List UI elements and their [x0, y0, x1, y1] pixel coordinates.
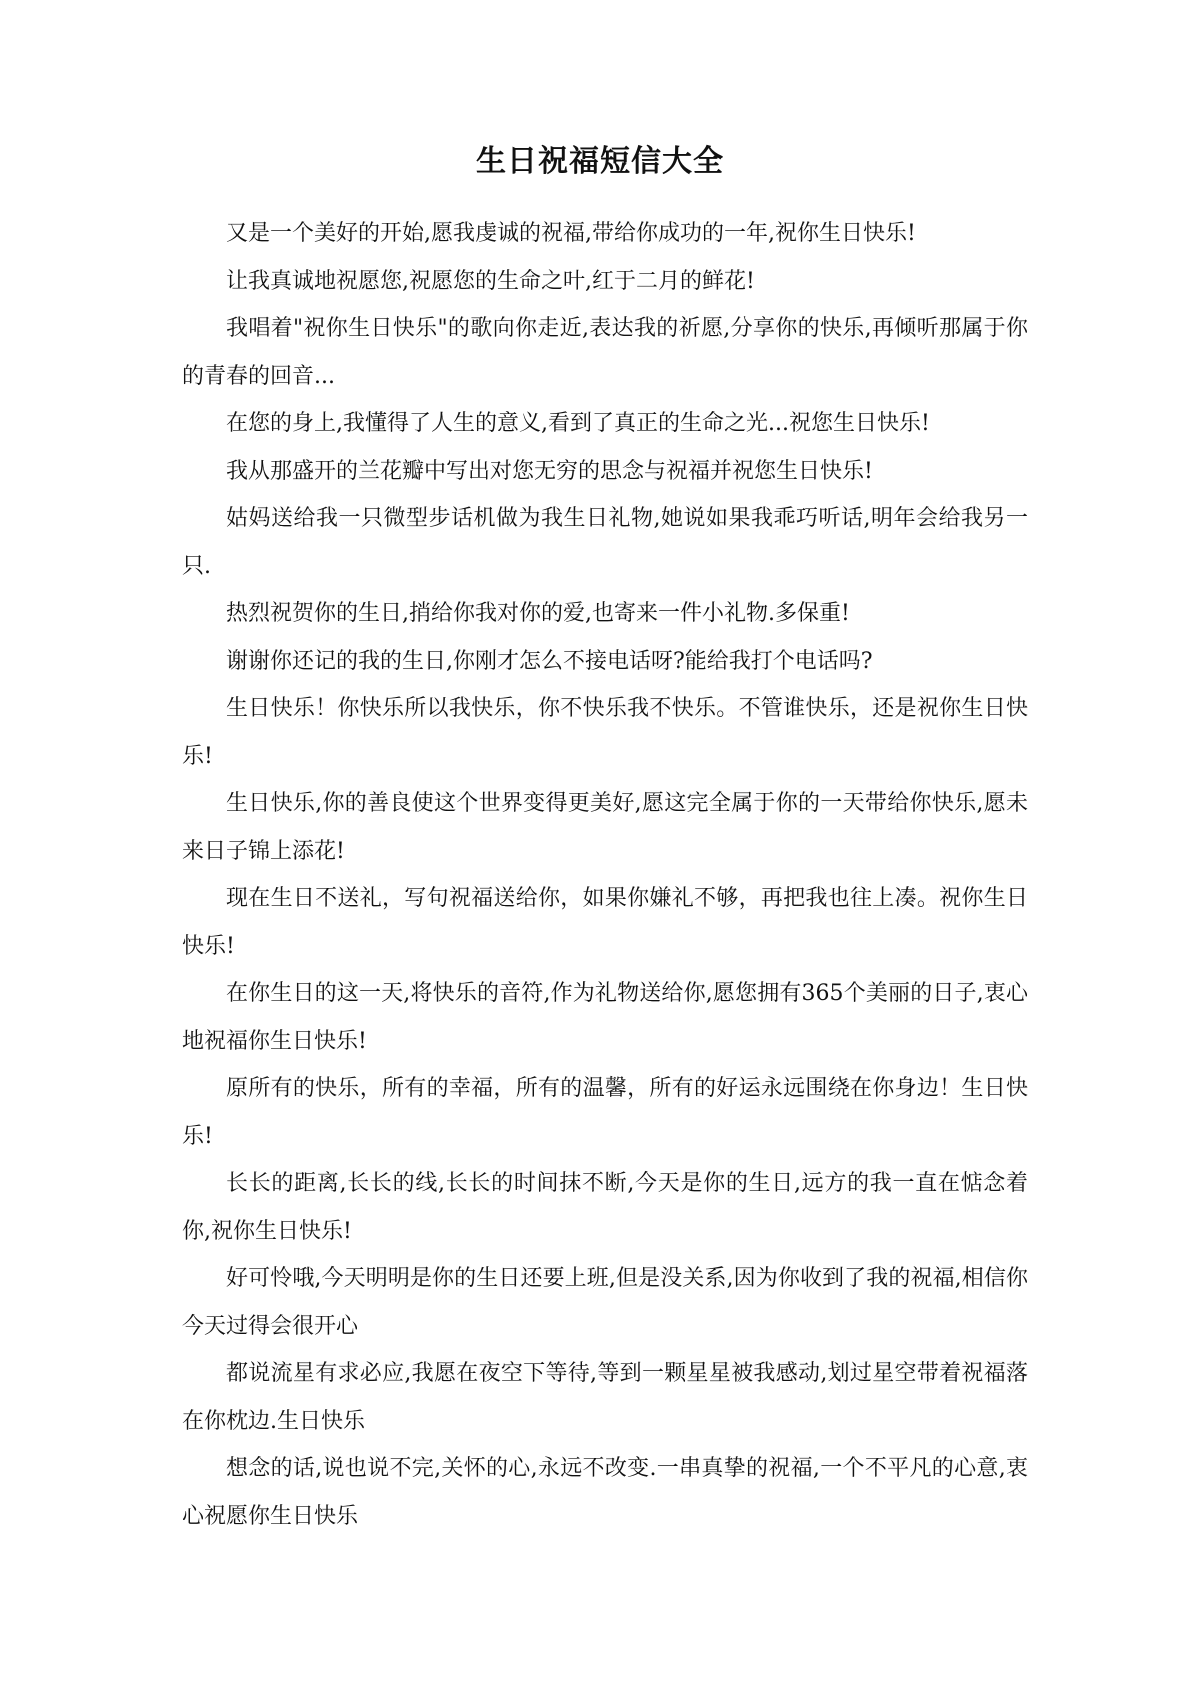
paragraph: 好可怜哦,今天明明是你的生日还要上班,但是没关系,因为你收到了我的祝福,相信你今天过得会很开心	[182, 1266, 1028, 1339]
paragraph: 谢谢你还记的我的生日,你刚才怎么不接电话呀?能给我打个电话吗?	[226, 648, 873, 674]
paragraph: 在你生日的这一天,将快乐的音符,作为礼物送给你,愿您拥有365个美丽的日子,衷心地祝福你生日快乐!	[182, 981, 1028, 1054]
paragraph: 姑妈送给我一只微型步话机做为我生日礼物,她说如果我乖巧听话,明年会给我另一只.	[182, 506, 1028, 579]
paragraph: 热烈祝贺你的生日,捎给你我对你的爱,也寄来一件小礼物.多保重!	[226, 601, 850, 626]
paragraph: 我唱着"祝你生日快乐"的歌向你走近,表达我的祈愿,分享你的快乐,再倾听那属于你的青春的回音...	[182, 316, 1028, 389]
paragraph: 让我真诚地祝愿您,祝愿您的生命之叶,红于二月的鲜花!	[226, 268, 755, 294]
paragraph: 又是一个美好的开始,愿我虔诚的祝福,带给你成功的一年,祝你生日快乐!	[226, 221, 916, 246]
document-title: 生日祝福短信大全	[476, 144, 724, 179]
paragraph: 原所有的快乐，所有的幸福，所有的温馨，所有的好运永远围绕在你身边！生日快乐!	[182, 1076, 1028, 1149]
paragraph: 生日快乐,你的善良使这个世界变得更美好,愿这完全属于你的一天带给你快乐,愿未来日子锦上添花!	[182, 791, 1028, 864]
document-body	[182, 210, 1028, 1540]
paragraph: 在您的身上,我懂得了人生的意义,看到了真正的生命之光...祝您生日快乐!	[226, 411, 930, 436]
paragraph: 想念的话,说也说不完,关怀的心,永远不改变.一串真挚的祝福,一个不平凡的心意,衷心祝愿你生日快乐	[182, 1456, 1028, 1529]
paragraph: 生日快乐！你快乐所以我快乐，你不快乐我不快乐。不管谁快乐，还是祝你生日快乐!	[182, 696, 1028, 769]
paragraph: 现在生日不送礼，写句祝福送给你，如果你嫌礼不够，再把我也往上凑。祝你生日快乐!	[182, 886, 1028, 959]
paragraph: 我从那盛开的兰花瓣中写出对您无穷的思念与祝福并祝您生日快乐!	[226, 458, 873, 484]
paragraph: 都说流星有求必应,我愿在夜空下等待,等到一颗星星被我感动,划过星空带着祝福落在你枕边.生日快乐	[182, 1361, 1028, 1434]
paragraph: 长长的距离,长长的线,长长的时间抹不断,今天是你的生日,远方的我一直在惦念着你,祝你生日快乐!	[182, 1171, 1028, 1244]
